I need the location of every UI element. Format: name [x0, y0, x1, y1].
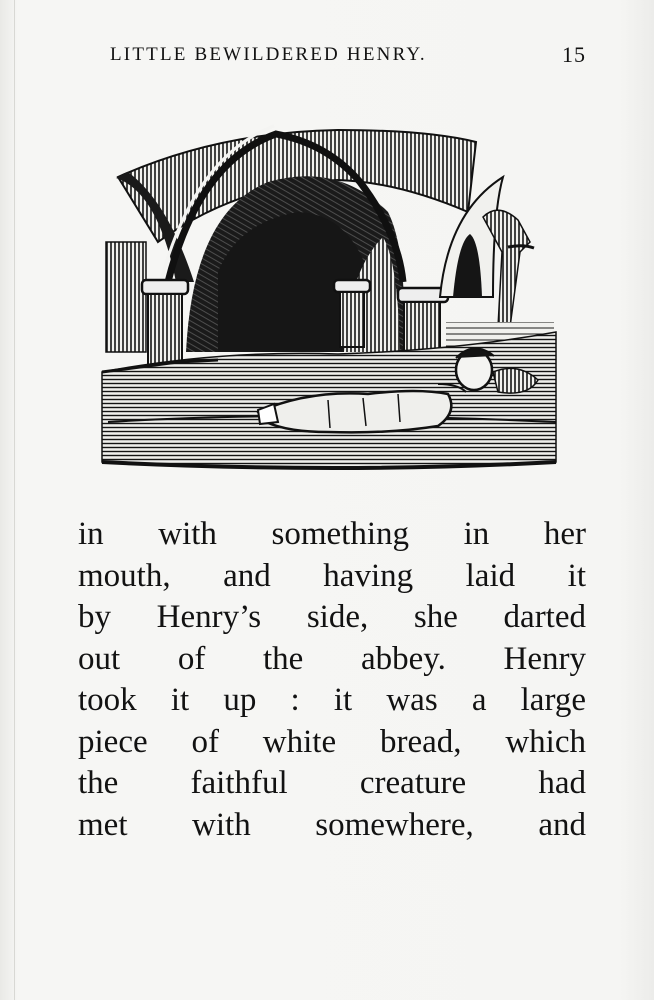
text-line: by Henry’s side, she darted	[78, 599, 586, 635]
text-line: in with something in her	[78, 516, 586, 552]
text-line: took it up : it was a large	[78, 682, 586, 718]
text-line: piece of white bread, which	[78, 723, 586, 760]
body-text	[78, 514, 586, 846]
woodcut-illustration	[98, 122, 558, 472]
text-line: the faithful creature had	[78, 765, 586, 801]
page-number: 15	[562, 42, 586, 67]
page-header	[110, 44, 586, 74]
column-middle	[334, 280, 370, 347]
page-gutter-edge	[14, 0, 15, 1000]
text-line: met with somewhere, and	[78, 806, 586, 843]
column-left	[142, 280, 188, 366]
text-line: mouth, and having laid it	[78, 557, 586, 594]
running-head: LITTLE BEWILDERED HENRY.	[110, 44, 427, 65]
left-wall	[106, 242, 146, 352]
text-line: out of the abbey. Henry	[78, 640, 586, 677]
